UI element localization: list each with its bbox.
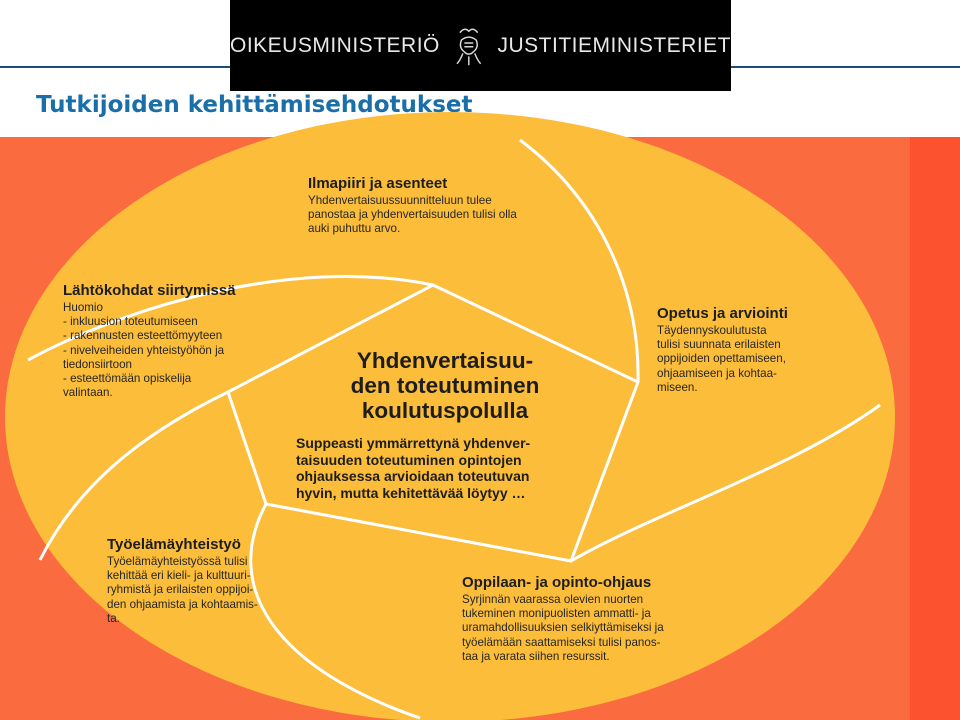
segment-body-opetus: Täydennyskoulutusta tulisi suunnata erilaisten oppijoiden opettamiseen, ohjaamiseen ja kohtaa- miseen. bbox=[657, 324, 786, 394]
slide-title: Tutkijoiden kehittämisehdotukset bbox=[36, 92, 473, 118]
logo-text-finnish: OIKEUSMINISTERIÖ bbox=[230, 33, 440, 57]
segment-title-ilmapiiri: Ilmapiiri ja asenteet bbox=[308, 175, 448, 192]
center-body: Suppeasti ymmärrettynä yhdenver- taisuuden toteutuminen opintojen ohjauksessa arvioidaan toteutuvan hyvin, mutta kehitettävää löytyy … bbox=[296, 435, 531, 501]
segment-title-tyoelama: Työelämäyhteistyö bbox=[107, 536, 241, 553]
segment-title-opetus: Opetus ja arviointi bbox=[657, 305, 788, 322]
segment-body-oppilaan: Syrjinnän vaarassa olevien nuorten tukeminen monipuolisten ammatti- ja uramahdollisuuksien selkiyttämiseksi ja työelämään saattamiseksi tulisi panos- taa ja varata siihen resurssit. bbox=[462, 593, 664, 663]
segment-title-oppilaan: Oppilaan- ja opinto-ohjaus bbox=[462, 574, 652, 591]
segment-body-lahtokohdat: Huomio - inkluusion toteutumiseen - rakennusten esteettömyyteen - nivelveiheiden yhteistyöhön ja tiedonsiirtoon - esteettömään opiskelija valintaan. bbox=[63, 301, 225, 400]
segment-body-tyoelama: Työelämäyhteistyössä tulisi kehittää eri kieli- ja kulttuuri- ryhmistä ja erilaisten oppijoi- den ohjaamista ja kohtaamis- ta. bbox=[107, 555, 258, 625]
center-title: Yhdenvertaisuu- den toteutuminen koulutuspolulla bbox=[350, 348, 540, 423]
segment-title-lahtokohdat: Lähtökohdat siirtymissä bbox=[63, 282, 236, 299]
segment-body-ilmapiiri: Yhdenvertaisuussuunnitteluun tulee panostaa ja yhdenvertaisuuden tulisi olla auki puhuttu arvo. bbox=[308, 194, 517, 236]
logo-text-swedish: JUSTITIEMINISTERIET bbox=[497, 33, 731, 57]
